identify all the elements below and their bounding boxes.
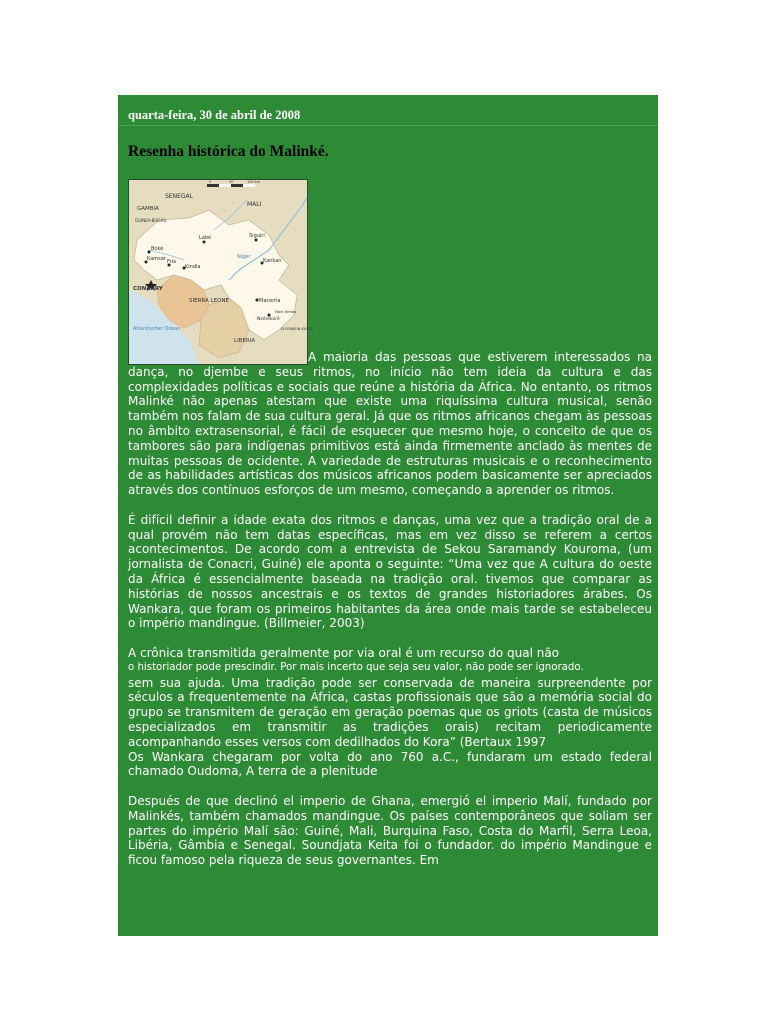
- map-label-labe: Labé: [199, 235, 212, 241]
- paragraph-4: Después de que declinó el imperio de Ghana, emergió el imperio Malí, fundado por Malinkés, também chamados mandingue. Os países contemporâneos que soliam ser partes do império Malí são: Guiné, Mali, Burquina Faso, Costa do Marfil, Serra Leoa, Libéria, Gâmbia e Senegal. Soundjata Keita foi o fundador. do império Mandingue e ficou famoso pela riqueza de seus governantes. Em: [128, 793, 652, 868]
- paragraph-3: [128, 646, 652, 779]
- map-label-atlantic: Atlantischer Ozean: [133, 326, 181, 332]
- map-label-nzerekore: Nzérékoré: [257, 317, 280, 322]
- map-label-mont-nimba: Mont Nimba: [275, 310, 297, 314]
- map-label-boke: Boké: [151, 246, 164, 252]
- map-label-scale-0: 0: [209, 180, 212, 184]
- map-label-sierra-leone: SIERRA LEONE: [189, 298, 229, 304]
- map-label-scale-100: 100 km: [247, 180, 261, 184]
- map-label-ivory-coast: ELFENBEIN-KÜSTE: [281, 327, 313, 331]
- map-label-scale-50: 50: [229, 180, 234, 184]
- map-label-niger: Niger: [237, 254, 251, 260]
- paragraph-2: É difícil definir a idade exata dos ritmos e danças, uma vez que a tradição oral de a qual provém não tem datas específicas, mas em vez disso se referem a certos acontecimentos. De acordo com a entrevista de Sekou Saramandy Kouroma, (um jornalista de Conacri, Guiné) ele aponta o seguinte: “Uma vez que A cultura do oeste da África é essencialmente baseada na tradição oral. tivemos que comparar as histórias de nossos ancestrais e os textos de grandes historiadores árabes. Os Wankara, que foram os primeiros habitantes da área onde mais tarde se estabeleceu o império mandingue. (Billmeier, 2003): [128, 512, 652, 631]
- map-label-guinea-bissau: GUINEA-BISSAU: [135, 218, 167, 223]
- map-label-fria: Fria: [167, 259, 177, 265]
- map-label-conakry: CONAKRY: [133, 286, 163, 292]
- map-label-senegal: SENEGAL: [165, 193, 193, 200]
- map-label-mali: MALI: [247, 201, 262, 208]
- guinea-map-image: [128, 179, 313, 365]
- blog-post-panel: [118, 95, 658, 936]
- map-label-gambia: GAMBIA: [137, 206, 159, 212]
- paragraph-3-line-3: sem sua ajuda. Uma tradição pode ser conservada de maneira surpreendente por séculos a frequentemente na África, castas profissionais que são a memória social do grupo se transmitem de geração em geração poemas que os griots (casta de músicos especializados em transmitir as tradições orais) recitam periodicamente acompanhando esses versos com dedilhados do Kora” (Bertaux 1997: [128, 675, 652, 749]
- paragraph-3-line-4: Os Wankara chegaram por volta do ano 760 a.C., fundaram um estado federal chamado Oudoma, A terra de a plenitude: [128, 749, 652, 779]
- map-label-macenta: Macenta: [259, 298, 281, 304]
- paragraph-3-line-2: o historiador pode prescindir. Por mais incerto que seja seu valor, não pode ser ignorado.: [128, 661, 584, 673]
- post-title: Resenha histórica do Malinké.: [128, 143, 329, 160]
- date-divider: [118, 125, 658, 126]
- paragraph-3-line-1: A crônica transmitida geralmente por via oral é um recurso do qual não: [128, 645, 560, 660]
- map-label-kindia: Kindia: [185, 264, 201, 270]
- map-label-kamsar: Kamsar: [147, 256, 166, 262]
- map-label-kankan: Kankan: [263, 258, 282, 264]
- map-label-liberia: LIBERIA: [234, 338, 256, 344]
- paragraph-1: A maioria das pessoas que estiverem interessados na dança, no djembe e seus ritmos, no início não tem ideia da cultura e das complexidades políticas e sociais que reúne a história da África. No entanto, os ritmos Malinké não apenas atestam que existe uma riquíssima cultura musical, senão também nos falam de sua cultura geral. Já que os ritmos africanos chegam às pessoas no âmbito extrasensorial, é fácil de esquecer que mesmo hoje, o conceito de que os tambores são para indígenas primitivos está ainda firmemente anclado às mentes de muitas pessoas de ocidente. A variedade de estruturas musicais e o reconhecimento de as habilidades artísticas dos músicos africanos podem basicamente ser apreciados através dos contínuos esforços de um mesmo, começando a aprender os ritmos.: [128, 350, 652, 498]
- post-body: [128, 350, 652, 883]
- map-label-siguiri: Siguiri: [249, 233, 265, 239]
- post-date: quarta-feira, 30 de abril de 2008: [128, 108, 301, 122]
